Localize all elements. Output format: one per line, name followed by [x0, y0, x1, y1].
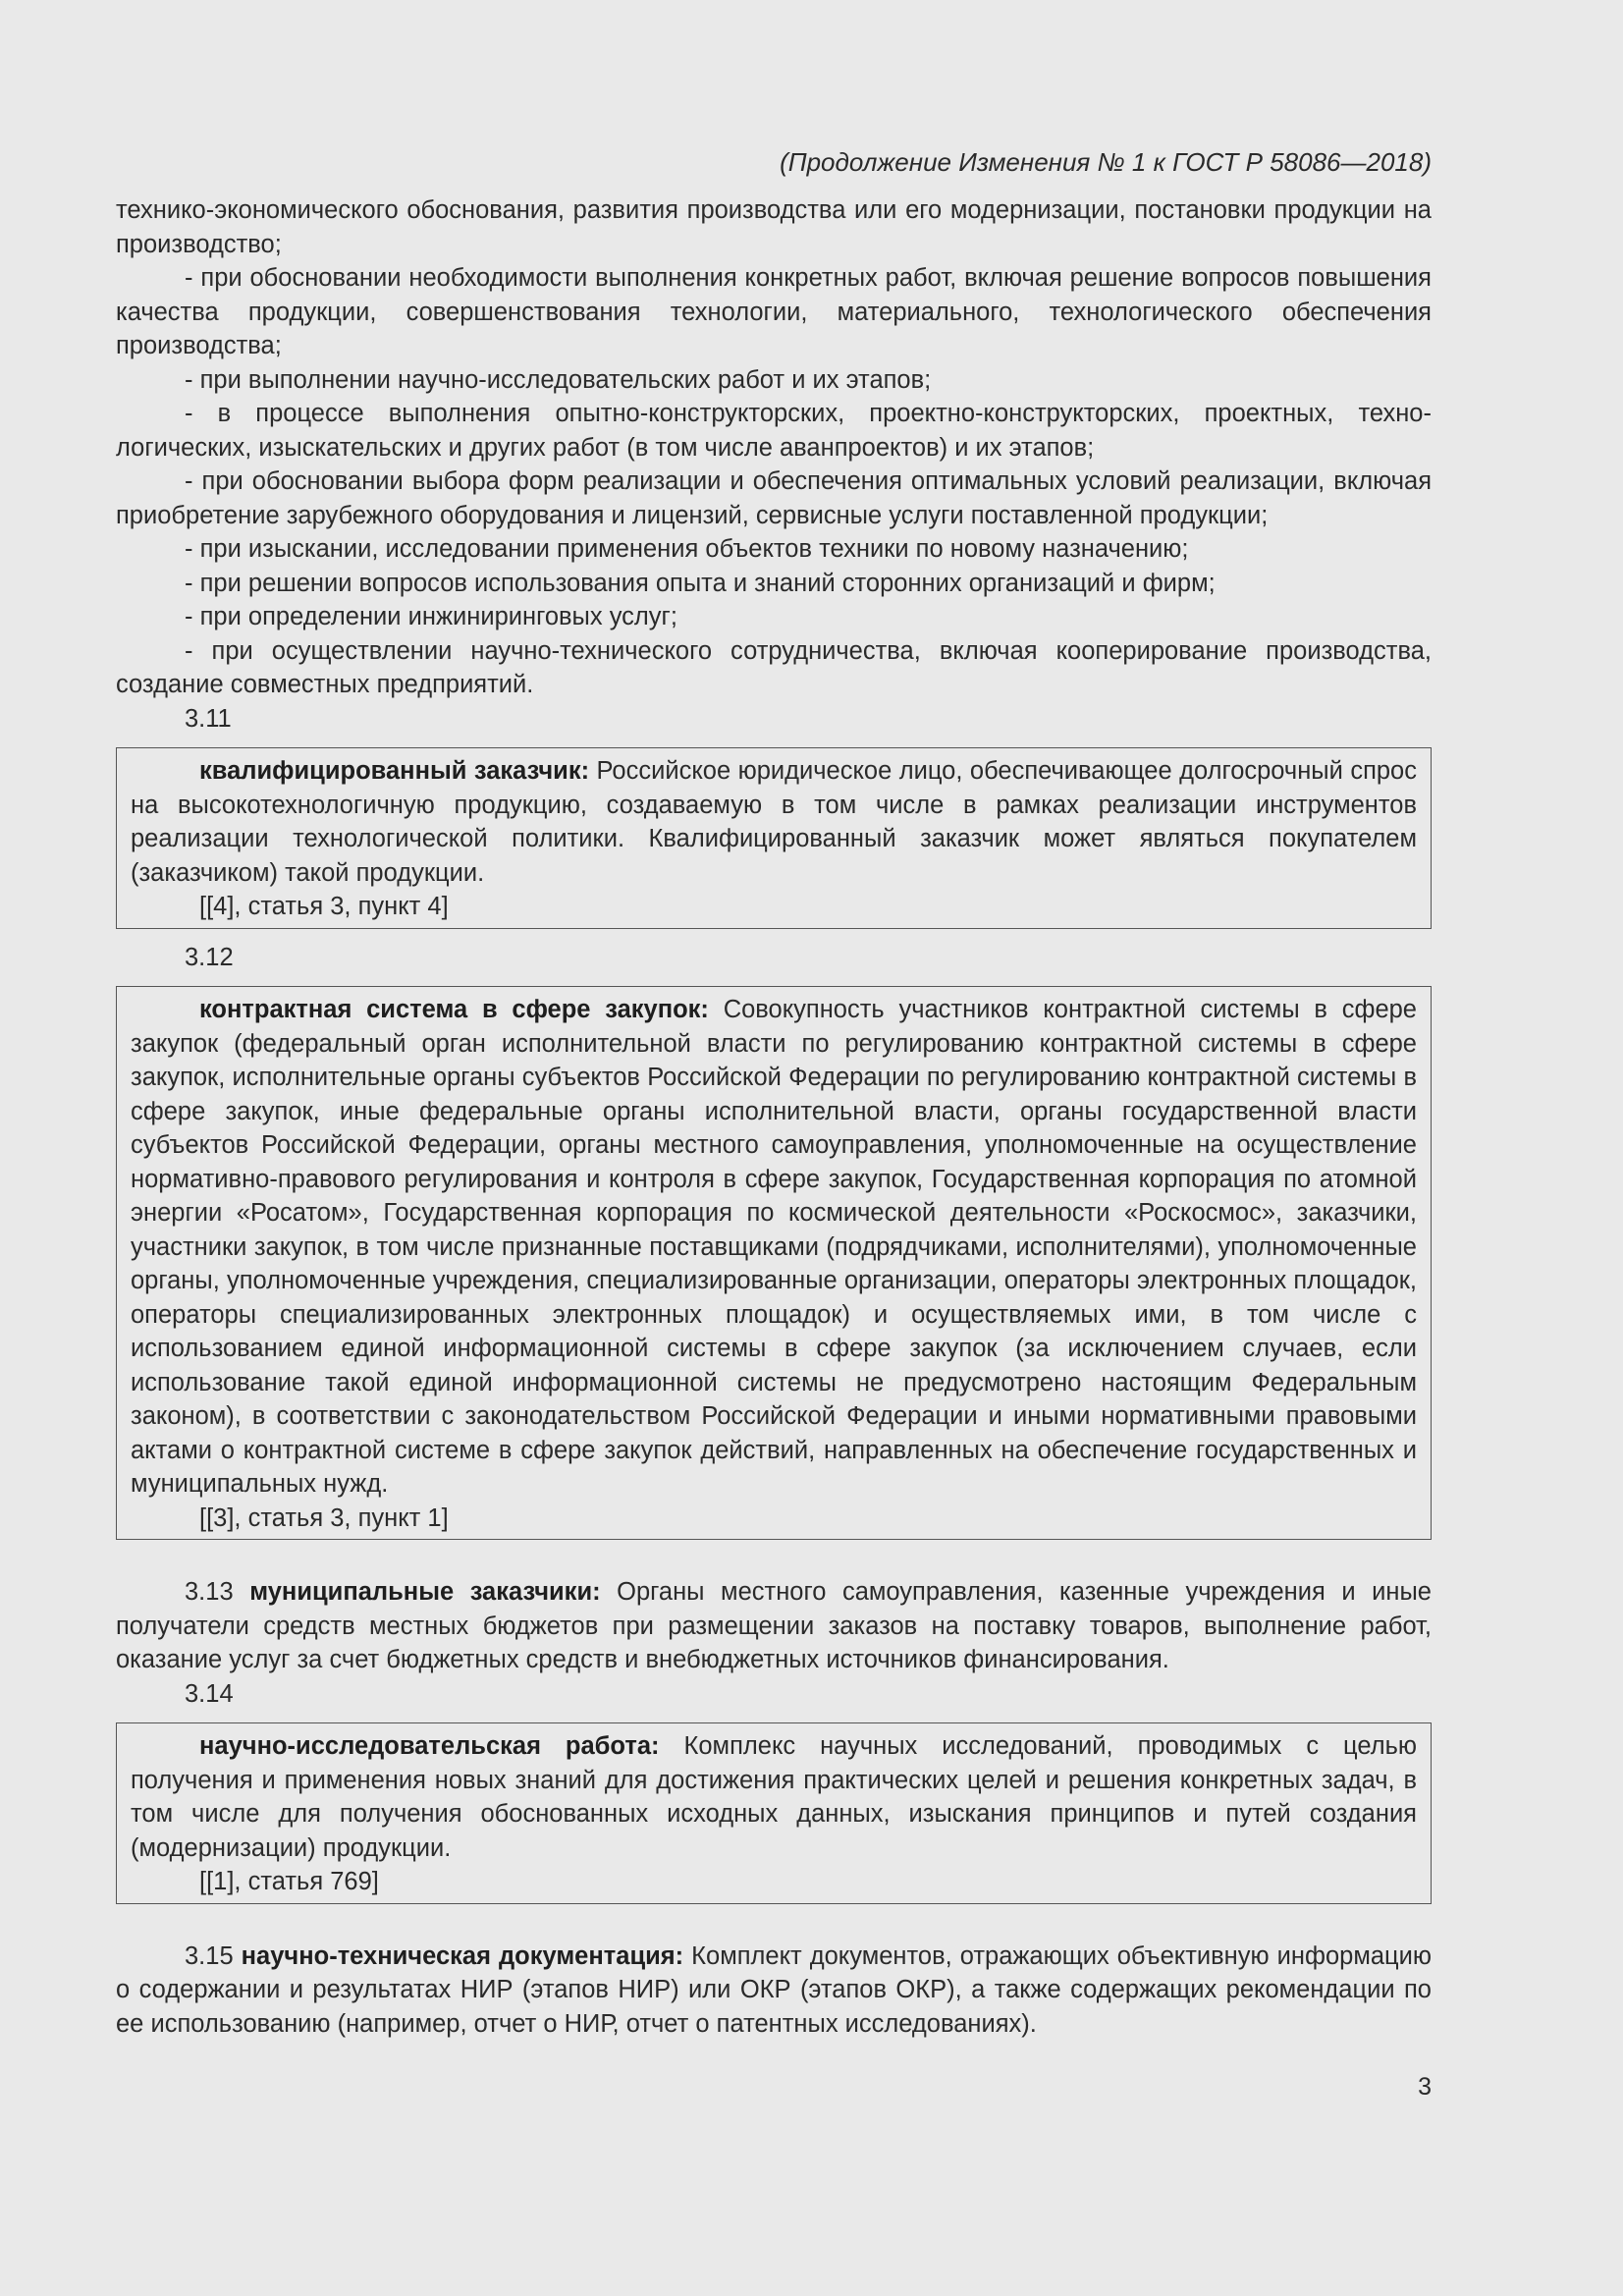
definition-3-12	[131, 993, 1417, 1502]
intro-paragraph-2: - при выполнении научно-исследовательских работ и их этапов;	[185, 365, 932, 394]
page-number: 3	[1418, 2073, 1432, 2101]
running-header: (Продолжение Изменения № 1 к ГОСТ Р 58086—2018)	[780, 147, 1432, 177]
definition-text-3-15: Комплект документов, отражающих объективную информацию о содержании и результатах НИР (этапов НИР) или ОКР (этапов ОКР), а также содержащих рекомендации по ее использованию (например, отчет о НИР, отчет о патентных исследованиях).	[116, 1941, 1433, 2038]
definition-box-3-11	[116, 747, 1432, 929]
term-3-15: научно-техническая документация:	[241, 1941, 684, 1970]
section-number-3-13: 3.13	[185, 1578, 234, 1606]
term-3-12: контрактная система в сфере закупок:	[199, 996, 709, 1023]
spacer	[116, 1916, 1432, 1940]
definition-3-15	[116, 1940, 1432, 2042]
definition-text-3-12: Совокупность участников контрактной системы в сфере закупок (федеральный орган исполнительной власти по регулированию контрактной системы в сфере закупок, исполнительные органы субъектов Российской Федерации по регулированию контрактной системы в сфере закупок, иные федеральные органы исполнительной власти, органы государственной власти субъектов Российской Федерации, органы местного самоуправления, уполномоченные на осуществление нормативно-правового регулирования и контроля в сфере закупок, Государственная корпорация по атомной энергии «Росатом», Государственная корпорация по космической деятельности «Роскосмос», заказчики, участники закупок, в том числе признанные поставщиками (подрядчиками, исполнителями), уполномоченные органы, уполномоченные учреждения, специализированные организации, операторы электронных площадок, операторы специализированных электронных площадок) и осуществляемых ими, в том числе с использованием единой информационной системы в сфере закупок (за исключением случаев, если использование такой единой информационной системы не предусмотрено настоящим Федеральным законом), в соответствии с законодательством Российской Федерации и иными нормативными правовыми актами о контрактной системе в сфере закупок действий, направленных на обеспечение государственных и муниципальных нужд.	[131, 996, 1417, 1498]
term-3-11: квалифицированный заказчик:	[199, 757, 590, 785]
definition-text-3-14: Комплекс научных исследований, проводимых с целью получения и применения новых знаний для достижения практических целей и решения конкретных задач, в том числе для получения обоснованных исходных данных, изыскания принципов и путей создания (модернизации) продукции.	[131, 1732, 1417, 1862]
definition-box-3-14	[116, 1722, 1432, 1904]
definition-box-3-12	[116, 986, 1432, 1540]
term-3-14: научно-исследовательская работа:	[199, 1732, 660, 1760]
definition-3-11	[131, 754, 1417, 890]
intro-paragraph-4: - при обосновании выбора форм реализации и обеспечения оптимальных условий реализации, включая приобретение зарубежного оборудования и лицензий, сервисные услуги поставленной продукции;	[116, 467, 1432, 529]
reference-3-14: [[1], статья 769]	[199, 1868, 379, 1895]
section-number-3-11: 3.11	[185, 704, 232, 733]
intro-paragraph-1: - при обосновании необходимости выполнения конкретных работ, включая решение вопросов повышения качества продукции, совершенствования технологии, материального, технологического обеспечения производства;	[116, 264, 1432, 359]
definition-text-3-13: Органы местного самоуправления, казенные учреждения и иные получатели средств местных бюджетов при размещении заказов на поставку товаров, выполнение работ, оказание услуг за счет бюджетных средств и внебюджетных источников финансирования.	[116, 1578, 1432, 1673]
intro-paragraph-8: - при осуществлении научно-технического сотрудничества, включая кооперирование производства, создание совместных предприятий.	[116, 636, 1432, 698]
intro-paragraph-5: - при изыскании, исследовании применения объектов техники по новому назначению;	[185, 535, 1189, 563]
intro-paragraph-3: - в процессе выполнения опытно-конструкторских, проектно-конструкторских, проектных, технологических, изыскательских и других работ (в том числе аванпроектов) и их этапов;	[116, 400, 1432, 462]
definition-3-13	[116, 1575, 1432, 1677]
term-3-13: муниципальные заказчики:	[249, 1578, 601, 1606]
reference-3-11: [[4], статья 3, пункт 4]	[199, 893, 449, 920]
intro-paragraph-6: - при решении вопросов использования опыта и знаний сторонних организаций и фирм;	[185, 569, 1216, 597]
section-number-3-15: 3.15	[185, 1941, 234, 1970]
definition-3-14	[131, 1729, 1417, 1865]
section-number-3-14: 3.14	[185, 1679, 234, 1708]
reference-3-12: [[3], статья 3, пункт 1]	[199, 1503, 449, 1532]
intro-paragraph-0: технико-экономического обоснования, развития производства или его модернизации, постановки продукции на производство;	[116, 196, 1432, 258]
intro-paragraph-7: - при определении инжиниринговых услуг;	[185, 603, 677, 630]
definition-text-3-11: Российское юридическое лицо, обеспечивающее долгосрочный спрос на высокотехнологичную продукцию, создаваемую в том числе в рамках реализации инструментов реализации технологической политики. Квалифицированный заказчик может являться покупателем (заказчиком) такой продукции.	[131, 757, 1417, 887]
spacer	[116, 1552, 1432, 1575]
section-number-3-12: 3.12	[185, 943, 234, 971]
